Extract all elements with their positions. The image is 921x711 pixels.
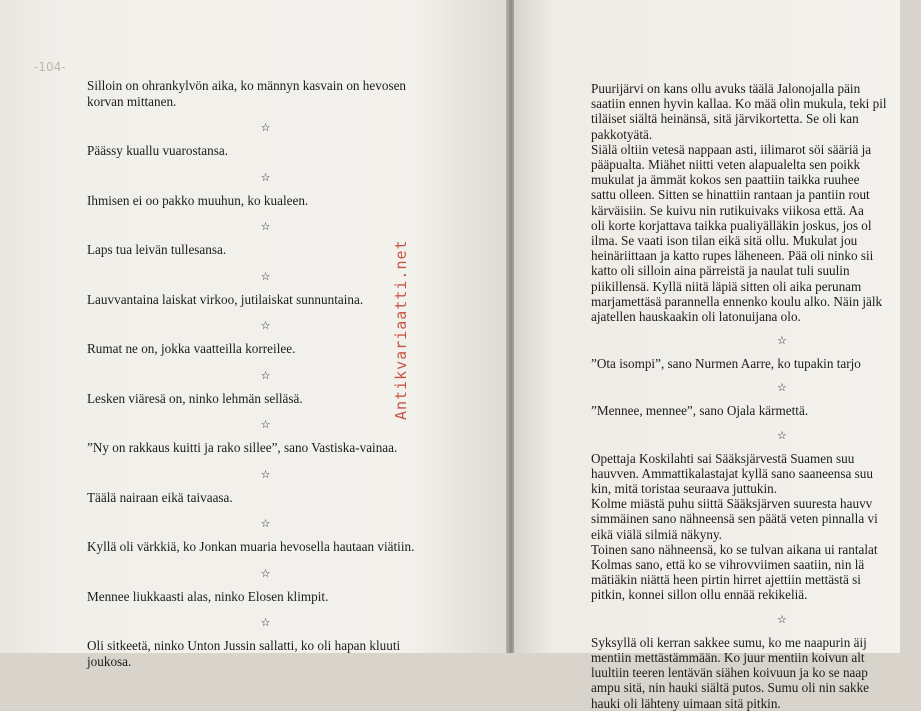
text-line: ”Ota isompi”, sano Nurmen Aarre, ko tupakin tarjo	[591, 356, 861, 372]
text-line: hauvven. Ammattikalastajat kyllä sano saaneensa suu	[591, 465, 873, 481]
text-line: pakkotyätä.	[591, 126, 653, 142]
saying: Silloin on ohrankylvön aika, ko männyn kasvain on hevosen korvan mittanen.	[87, 78, 407, 109]
star-separator: ☆	[260, 122, 271, 134]
text-line: saatiin ennen hyvin kallaa. Ko mää olin mukula, teki pil	[591, 96, 887, 112]
text-line: heinäriittaan ja katto rupes läheneen. Pää oli ninko sii	[591, 248, 874, 264]
star-separator: ☆	[777, 335, 787, 348]
text-line: pitkin, konnei sillon ollu ennää rekikeliä.	[591, 587, 808, 603]
text-line: Siälä oltiin vetesä nappaan asti, iilimarot söi sääriä ja	[591, 141, 872, 157]
text-line: oli korte korjattava taikka pualiyälläkin joskus, jos ol	[591, 217, 872, 233]
star-separator: ☆	[260, 567, 271, 580]
star-separator: ☆	[260, 320, 271, 332]
saying: Laps tua leivän tullesansa.	[87, 242, 227, 257]
text-line: ilma. Se vaati ison tilan eikä sitä ollu. Mukulat jou	[591, 233, 858, 249]
text-line: Puurijärvi on kans ollu avuks täälä Jalonojalla päin	[591, 81, 861, 96]
text-line: mukulat ja ämmät kokos sen paattiin taikka ruuhee	[591, 172, 860, 188]
saying: Ihmisen ei oo pakko muuhun, ko kualeen.	[87, 192, 309, 208]
text-line: piikillensä. Kyllä niitä läpiä sitten oli aika perunam	[591, 278, 862, 294]
star-separator: ☆	[260, 270, 271, 283]
text-line: pääpualta. Miähet niitti veten alapualelta sen poikk	[591, 157, 861, 173]
text-line: ajatellen hauskaakin oli latonuijana olo.	[591, 309, 801, 325]
star-separator: ☆	[260, 171, 271, 184]
star-separator: ☆	[777, 382, 787, 395]
text-line: kin, mitä toristaa seuraava juttukin.	[591, 481, 778, 497]
saying: Täälä nairaan eikä taivaasa.	[87, 489, 233, 505]
text-line: Syksyllä oli kerran sakkee sumu, ko me naapurin äij	[591, 634, 867, 650]
sayings-column	[87, 78, 444, 669]
star-separator: ☆	[777, 613, 787, 626]
saying: Kyllä oli värkkiä, ko Jonkan muaria hevosella hautaan viätiin.	[87, 539, 415, 554]
text-line: Opettaja Koskilahti sai Sääksjärvestä Suamen suu	[591, 450, 855, 466]
text-line: ”Mennee, mennee”, sano Ojala kärmettä.	[591, 403, 809, 419]
saying: Rumat ne on, jokka vaatteilla korreilee.	[87, 341, 296, 356]
text-line: hauki oli lähteny uimaan sitä pitkin.	[591, 695, 781, 711]
text-line: Toinen sano nähneensä, ko se tulvan aikana ui rantalat	[591, 541, 878, 557]
text-line: sattu olleen. Sitten se hinattiin rantaan ja pantiin rout	[591, 187, 870, 203]
right-page	[514, 0, 900, 711]
text-line: simmäinen sano nähneensä sen päätä veten pinnalla vi	[591, 511, 878, 527]
text-line: katto oli silloin aina pärreistä ja naulat tuli suulin	[591, 263, 850, 279]
star-separator: ☆	[260, 468, 271, 481]
text-line: eikä viälä silmiä näkyny.	[591, 526, 722, 542]
saying: Lauvvantaina laiskat virkoo, jutilaiskat sunnuntaina.	[87, 291, 364, 307]
star-separator: ☆	[260, 369, 271, 382]
text-line: Kolmas sano, että ko se vihrovviimen saatiin, nin lä	[591, 557, 865, 573]
watermark-stamp: Antikvariaatti.net	[392, 239, 410, 420]
text-line: luultiin teeren lentävän siähen koivuun ja ko se naap	[591, 665, 868, 681]
star-separator: ☆	[260, 617, 271, 629]
pencil-page-number: -104-	[34, 60, 66, 74]
saying: Lesken viäresä on, ninko lehmän selläsä.	[87, 390, 303, 406]
star-separator: ☆	[777, 429, 787, 442]
text-line: mätiäkin niättä heen pirtin hirret ajettiin mettästä si	[591, 572, 861, 588]
text-line: kärväisiin. Se kuivu nin rutikuivaks viikosa että. Aa	[591, 202, 864, 218]
text-line: tiläiset siältä heinänsä, sitä järvikortetta. Se oli kan	[591, 111, 859, 127]
saying: Oli sitkeetä, ninko Unton Jussin sallatti, ko oli hapan kluuti joukosa.	[87, 638, 401, 669]
text-line: ampu sitä, nin hauki siältä putos. Sumu oli nin sakke	[591, 680, 870, 696]
text-line: marjamettäsä parannella ennenko koulu alko. Näin jälk	[591, 293, 883, 309]
saying: Mennee liukkaasti alas, ninko Elosen klimpit.	[87, 588, 329, 604]
saying: ”Ny on rakkaus kuitti ja rako sillee”, sano Vastiska-vainaa.	[87, 440, 398, 455]
star-separator: ☆	[260, 518, 271, 530]
story-column	[591, 81, 921, 711]
text-line: Kolme miästä puhu siittä Sääksjärven suuresta hauvv	[591, 496, 873, 512]
saying: Päässy kuallu vuarostansa.	[87, 143, 229, 158]
star-separator: ☆	[260, 419, 271, 431]
text-line: mentiin mettästämmään. Ko juur mentiin koivun alt	[591, 649, 865, 665]
star-separator: ☆	[260, 221, 271, 233]
